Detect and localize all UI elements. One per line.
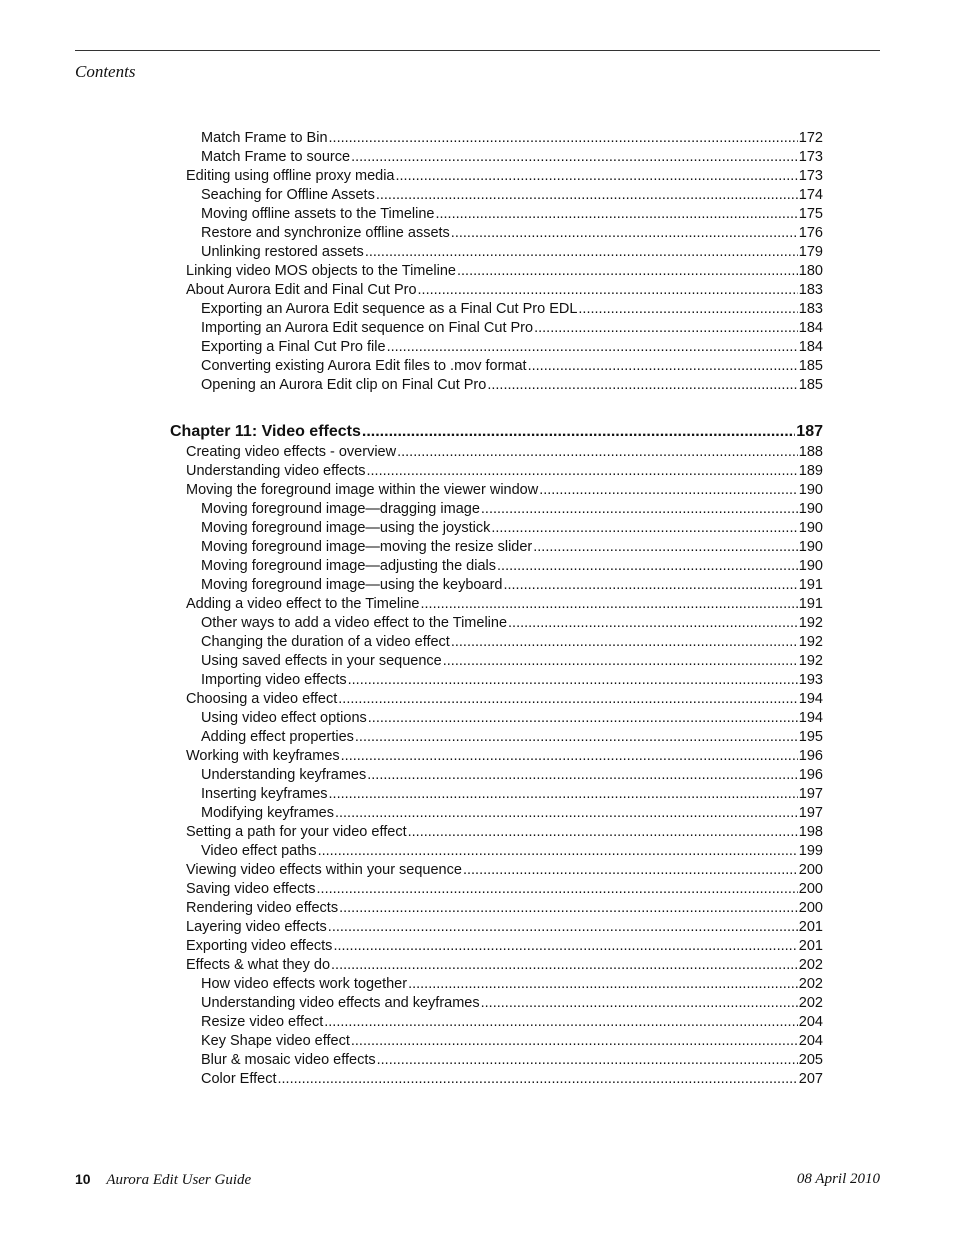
toc-entry[interactable]: [170, 994, 823, 1013]
toc-entry-title: Exporting video effects: [186, 938, 333, 954]
toc-entry-title: Importing video effects: [201, 672, 347, 688]
toc-leader-dots: [457, 262, 798, 281]
toc-entry-title: Adding effect properties: [201, 729, 354, 745]
toc-entry[interactable]: [170, 576, 823, 595]
toc-leader-dots: [443, 652, 798, 671]
toc-entry[interactable]: [170, 709, 823, 728]
toc-entry-page: 190: [798, 539, 823, 555]
toc-leader-dots: [328, 918, 798, 937]
toc-entry[interactable]: [170, 652, 823, 671]
toc-entry-title: Using video effect options: [201, 710, 367, 726]
toc-entry-page: 194: [798, 710, 823, 726]
toc-entry-title: Seaching for Offline Assets: [201, 187, 375, 203]
toc-entry-page: 188: [798, 444, 823, 460]
toc-entry-page: 202: [798, 976, 823, 992]
toc-leader-dots: [435, 205, 797, 224]
toc-entry-page: 192: [798, 615, 823, 631]
toc-entry[interactable]: [170, 785, 823, 804]
toc-entry-title: Match Frame to Bin: [201, 130, 328, 146]
toc-entry-title: Choosing a video effect: [186, 691, 338, 707]
toc-entry-page: 180: [798, 263, 823, 279]
toc-entry-page: 184: [798, 339, 823, 355]
toc-entry-page: 176: [798, 225, 823, 241]
toc-entry-page: 200: [798, 881, 823, 897]
toc-entry-page: 190: [798, 558, 823, 574]
toc-leader-dots: [533, 538, 798, 557]
toc-leader-dots: [335, 804, 798, 823]
toc-entry-title: Other ways to add a video effect to the Timeline: [201, 615, 508, 631]
toc-entry-title: Unlinking restored assets: [201, 244, 364, 260]
toc-entry[interactable]: [170, 1070, 823, 1089]
toc-leader-dots: [341, 747, 798, 766]
toc-entry-title: Moving foreground image—using the keyboard: [201, 577, 503, 593]
toc-entry[interactable]: [170, 557, 823, 576]
toc-entry-page: 207: [798, 1071, 823, 1087]
toc-leader-dots: [339, 899, 798, 918]
toc-entry-page: 196: [798, 767, 823, 783]
toc-leader-dots: [333, 937, 797, 956]
toc-entry-title: Understanding video effects and keyframes: [201, 995, 480, 1011]
toc-entry-title: Exporting an Aurora Edit sequence as a Final Cut Pro EDL: [201, 301, 578, 317]
toc-leader-dots: [463, 861, 798, 880]
toc-entry-page: 174: [798, 187, 823, 203]
toc-leader-dots: [408, 823, 798, 842]
toc-leader-dots: [351, 148, 798, 167]
toc-entry-page: 185: [798, 358, 823, 374]
toc-entry-title: Moving foreground image—moving the resize slider: [201, 539, 533, 555]
toc-entry-title: Effects & what they do: [186, 957, 331, 973]
toc-entry[interactable]: [170, 167, 823, 186]
toc-entry-title: Editing using offline proxy media: [186, 168, 395, 184]
toc-entry-title: Modifying keyframes: [201, 805, 334, 821]
toc-entry-page: 200: [798, 900, 823, 916]
toc-leader-dots: [355, 728, 798, 747]
toc-entry-page: 191: [798, 577, 823, 593]
toc-entry-title: Converting existing Aurora Edit files to .mov format: [201, 358, 527, 374]
toc-entry-page: 197: [798, 786, 823, 802]
page-footer: [75, 1171, 880, 1189]
toc-entry[interactable]: [170, 443, 823, 462]
toc-leader-dots: [508, 614, 798, 633]
toc-entry-title: Moving foreground image—using the joystick: [201, 520, 491, 536]
toc-entry[interactable]: [170, 918, 823, 937]
toc-entry-title: Inserting keyframes: [201, 786, 328, 802]
toc-entry[interactable]: [170, 148, 823, 167]
toc-entry-title: Layering video effects: [186, 919, 327, 935]
toc-entry[interactable]: [170, 319, 823, 338]
toc-entry-page: 200: [798, 862, 823, 878]
running-head: Contents: [75, 62, 136, 81]
toc-entry-title: Rendering video effects: [186, 900, 339, 916]
toc-leader-dots: [397, 443, 798, 462]
toc-leader-dots: [367, 766, 798, 785]
toc-entry[interactable]: [170, 243, 823, 262]
toc-entry[interactable]: [170, 614, 823, 633]
toc-entry[interactable]: [170, 937, 823, 956]
toc-entry-page: 184: [798, 320, 823, 336]
toc-entry-title: Understanding keyframes: [201, 767, 367, 783]
toc-entry[interactable]: [170, 338, 823, 357]
toc-entry[interactable]: [170, 1032, 823, 1051]
toc-entry-title: Resize video effect: [201, 1014, 324, 1030]
toc-entry-page: 187: [796, 423, 823, 440]
toc-entry[interactable]: [170, 766, 823, 785]
toc-entry-title: How video effects work together: [201, 976, 408, 992]
toc-entry-title: Blur & mosaic video effects: [201, 1052, 376, 1068]
toc-leader-dots: [451, 633, 798, 652]
toc-entry-title: Using saved effects in your sequence: [201, 653, 442, 669]
toc-leader-dots: [497, 557, 798, 576]
toc-leader-dots: [421, 595, 798, 614]
toc-entry[interactable]: [170, 1051, 823, 1070]
toc-entry-title: Match Frame to source: [201, 149, 351, 165]
toc-entry[interactable]: [170, 281, 823, 300]
toc-entry-page: 192: [798, 634, 823, 650]
toc-entry[interactable]: [170, 880, 823, 899]
toc-entry-title: Moving offline assets to the Timeline: [201, 206, 435, 222]
toc-entry-title: Saving video effects: [186, 881, 316, 897]
toc-entry-page: 195: [798, 729, 823, 745]
toc-entry-page: 185: [798, 377, 823, 393]
toc-entry[interactable]: [170, 376, 823, 395]
toc-entry[interactable]: [170, 357, 823, 376]
toc-entry-page: 202: [798, 957, 823, 973]
toc-leader-dots: [376, 186, 798, 205]
toc-entry-page: 193: [798, 672, 823, 688]
toc-entry-page: 173: [798, 149, 823, 165]
toc-entry-page: 194: [798, 691, 823, 707]
toc-leader-dots: [377, 1051, 798, 1070]
toc-entry-title: Restore and synchronize offline assets: [201, 225, 450, 241]
toc-entry-title: Importing an Aurora Edit sequence on Final Cut Pro: [201, 320, 534, 336]
toc-entry[interactable]: [170, 481, 823, 500]
toc-leader-dots: [491, 519, 797, 538]
toc-entry[interactable]: [170, 519, 823, 538]
toc-entry-title: Key Shape video effect: [201, 1033, 350, 1049]
toc-entry[interactable]: [170, 1013, 823, 1032]
toc-entry-page: 196: [798, 748, 823, 764]
toc-entry-page: 175: [798, 206, 823, 222]
toc-entry-title: Creating video effects - overview: [186, 444, 397, 460]
toc-leader-dots: [528, 357, 798, 376]
toc-entry-title: About Aurora Edit and Final Cut Pro: [186, 282, 417, 298]
toc-entry[interactable]: [170, 690, 823, 709]
toc-entry[interactable]: [170, 975, 823, 994]
toc-entry-title: Linking video MOS objects to the Timeline: [186, 263, 456, 279]
toc-entry-page: 190: [798, 501, 823, 517]
toc-leader-dots: [278, 1070, 798, 1089]
toc-entry-title: Viewing video effects within your sequence: [186, 862, 462, 878]
toc-leader-dots: [324, 1013, 798, 1032]
footer-guide-title: Aurora Edit User Guide: [106, 1172, 252, 1188]
toc-entry[interactable]: [170, 262, 823, 281]
toc-leader-dots: [578, 300, 797, 319]
toc-entry-page: 183: [798, 301, 823, 317]
toc-entry[interactable]: [170, 500, 823, 519]
toc-entry-title: Moving the foreground image within the viewer window: [186, 482, 539, 498]
header-rule: [75, 50, 880, 51]
toc-entry[interactable]: [170, 956, 823, 975]
toc-leader-dots: [396, 167, 798, 186]
footer-date: 08 April 2010: [796, 1171, 880, 1187]
footer-page-number: 10: [75, 1171, 91, 1187]
toc-entry-page: 198: [798, 824, 823, 840]
toc-leader-dots: [387, 338, 798, 357]
toc-entry-title: Moving foreground image—adjusting the dials: [201, 558, 497, 574]
toc-leader-dots: [418, 281, 798, 300]
toc-leader-dots: [408, 975, 798, 994]
toc-leader-dots: [317, 880, 798, 899]
toc-entry-page: 199: [798, 843, 823, 859]
toc-entry[interactable]: [170, 129, 823, 148]
toc-entry-title: Opening an Aurora Edit clip on Final Cut Pro: [201, 377, 487, 393]
toc-entry[interactable]: [170, 899, 823, 918]
toc-entry[interactable]: [170, 186, 823, 205]
toc-leader-dots: [368, 709, 798, 728]
toc-leader-dots: [329, 785, 798, 804]
toc-leader-dots: [481, 500, 798, 519]
toc-entry-page: 191: [798, 596, 823, 612]
toc-leader-dots: [351, 1032, 798, 1051]
toc-leader-dots: [534, 319, 798, 338]
toc-entry-title: Changing the duration of a video effect: [201, 634, 450, 650]
toc-chapter-entry[interactable]: [170, 421, 823, 443]
toc-leader-dots: [362, 421, 795, 443]
toc-leader-dots: [331, 956, 798, 975]
toc-entry[interactable]: [170, 633, 823, 652]
toc-entry[interactable]: [170, 462, 823, 481]
toc-entry[interactable]: [170, 224, 823, 243]
toc-entry[interactable]: [170, 861, 823, 880]
toc-leader-dots: [365, 243, 798, 262]
toc-entry-title: Moving foreground image—dragging image: [201, 501, 480, 517]
toc-leader-dots: [338, 690, 798, 709]
toc-entry-title: Video effect paths: [201, 843, 317, 859]
toc-entry-title: Setting a path for your video effect: [186, 824, 407, 840]
toc-entry-title: Understanding video effects: [186, 463, 366, 479]
toc-entry-page: 190: [798, 520, 823, 536]
toc-entry-page: 172: [798, 130, 823, 146]
table-of-contents: [170, 129, 823, 1089]
toc-entry-page: 204: [798, 1014, 823, 1030]
toc-entry[interactable]: [170, 842, 823, 861]
toc-entry[interactable]: [170, 728, 823, 747]
toc-entry[interactable]: [170, 671, 823, 690]
toc-leader-dots: [451, 224, 798, 243]
toc-entry-title: Color Effect: [201, 1071, 277, 1087]
toc-entry-title: Adding a video effect to the Timeline: [186, 596, 420, 612]
toc-entry[interactable]: [170, 595, 823, 614]
toc-entry-title: Exporting a Final Cut Pro file: [201, 339, 386, 355]
toc-entry-page: 192: [798, 653, 823, 669]
toc-entry[interactable]: [170, 300, 823, 319]
toc-leader-dots: [348, 671, 798, 690]
toc-entry-title: Working with keyframes: [186, 748, 340, 764]
toc-entry-page: 202: [798, 995, 823, 1011]
toc-leader-dots: [481, 994, 798, 1013]
toc-leader-dots: [487, 376, 797, 395]
toc-entry-page: 173: [798, 168, 823, 184]
toc-entry[interactable]: [170, 205, 823, 224]
toc-leader-dots: [318, 842, 798, 861]
toc-leader-dots: [503, 576, 797, 595]
toc-entry-page: 205: [798, 1052, 823, 1068]
toc-entry[interactable]: [170, 823, 823, 842]
toc-entry-page: 179: [798, 244, 823, 260]
toc-entry-page: 197: [798, 805, 823, 821]
toc-entry-title: Chapter 11: Video effects: [170, 423, 361, 440]
toc-leader-dots: [539, 481, 798, 500]
toc-leader-dots: [367, 462, 798, 481]
toc-entry-page: 190: [798, 482, 823, 498]
toc-entry-page: 189: [798, 463, 823, 479]
toc-entry-page: 201: [798, 938, 823, 954]
toc-entry[interactable]: [170, 804, 823, 823]
toc-leader-dots: [329, 129, 798, 148]
toc-entry[interactable]: [170, 747, 823, 766]
toc-entry-page: 183: [798, 282, 823, 298]
toc-entry[interactable]: [170, 538, 823, 557]
toc-entry-page: 204: [798, 1033, 823, 1049]
toc-entry-page: 201: [798, 919, 823, 935]
